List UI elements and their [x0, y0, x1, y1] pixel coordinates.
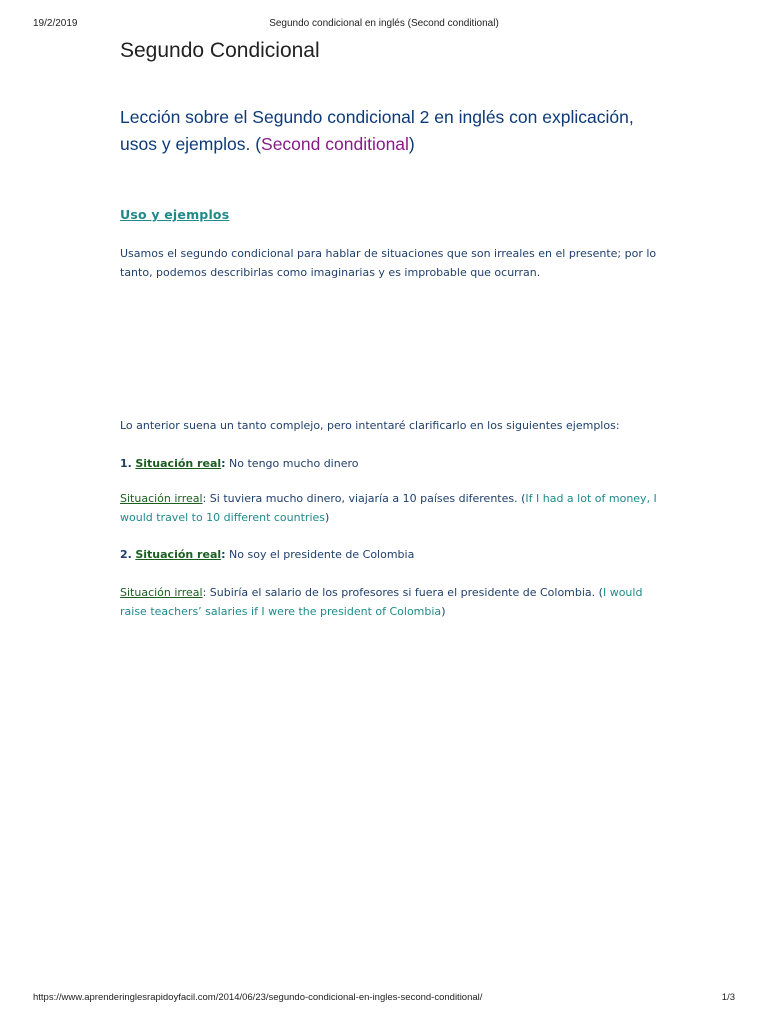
examples-intro-paragraph: Lo anterior suena un tanto complejo, pero intentaré clarificarlo en los siguientes ejemplos: [120, 419, 620, 432]
print-date: 19/2/2019 [33, 18, 78, 29]
section-link-uso-ejemplos[interactable]: Uso y ejemplos [120, 207, 230, 222]
lesson-heading [120, 104, 660, 158]
real-situation-text: No soy el presidente de Colombia [225, 548, 415, 561]
irreal-close: ) [325, 511, 330, 524]
example-number: 2. [120, 548, 132, 561]
print-footer [0, 992, 768, 1006]
lesson-heading-accent: Second conditional [261, 134, 409, 154]
irreal-situation-text: : Si tuviera mucho dinero, viajaría a 10 países diferentes. ( [202, 492, 526, 505]
lesson-heading-text: Lección sobre el Segundo condicional 2 en inglés con explicación, usos y ejemplos. ( [120, 107, 634, 154]
real-situation-label: Situación real [135, 457, 222, 470]
page-number: 1/3 [721, 992, 735, 1003]
example-1-irreal [120, 489, 660, 527]
lesson-heading-close: ) [408, 134, 415, 154]
example-2-real [120, 545, 660, 564]
irreal-situation-label: Situación irreal [120, 586, 203, 599]
example-1-real [120, 454, 660, 473]
print-doc-title: Segundo condicional en inglés (Second conditional) [269, 18, 499, 29]
example-number: 1. [120, 457, 132, 470]
example-2-irreal [120, 583, 660, 621]
real-situation-text: No tengo mucho dinero [225, 457, 359, 470]
irreal-situation-label: Situación irreal [120, 492, 203, 505]
irreal-close: ) [441, 605, 446, 618]
real-situation-label: Situación real [135, 548, 222, 561]
print-header [0, 18, 768, 32]
intro-paragraph: Usamos el segundo condicional para hablar de situaciones que son irreales en el presente; por lo tanto, podemos describirlas como imaginarias y es improbable que ocurran. [120, 247, 657, 279]
page-title: Segundo Condicional [120, 39, 320, 62]
print-url: https://www.aprenderinglesrapidoyfacil.com/2014/06/23/segundo-condicional-en-ingles-second-conditional/ [33, 992, 483, 1003]
irreal-situation-text: : Subiría el salario de los profesores si fuera el presidente de Colombia. ( [202, 586, 603, 599]
english-translation: If I had a lot of money, I would travel to 10 different countries [120, 492, 657, 524]
real-colon: : [221, 548, 226, 561]
english-translation: I would raise teachers’ salaries if I were the president of Colombia [120, 586, 643, 618]
real-colon: : [221, 457, 226, 470]
